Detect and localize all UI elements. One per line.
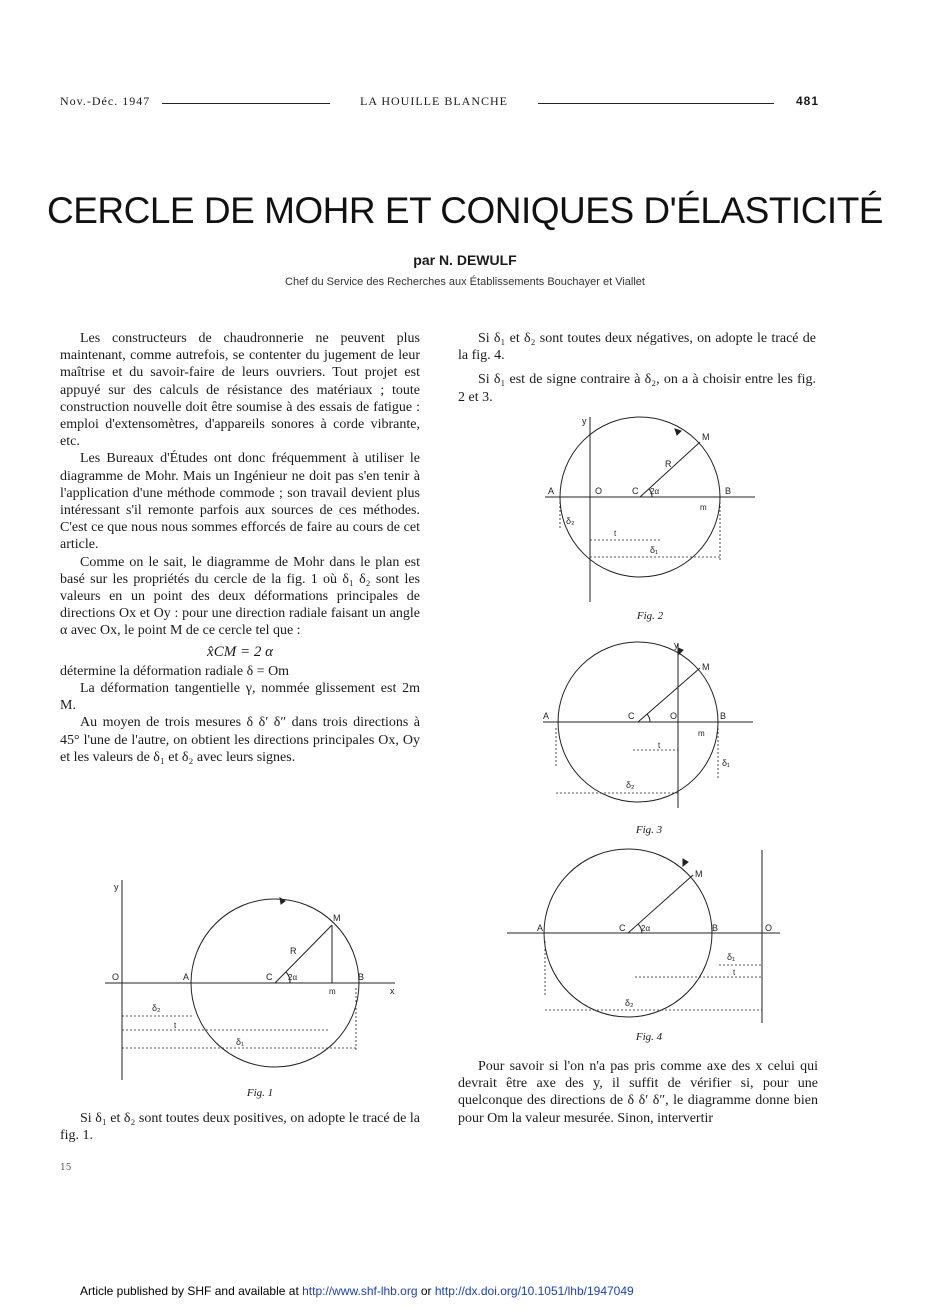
fig4-label-t: t	[733, 968, 736, 977]
fig3-label-a: A	[543, 711, 550, 721]
fig4-label-delta1: δ₁	[727, 952, 736, 962]
fig4-label-o: O	[765, 923, 773, 933]
fig3-label-t: t	[658, 741, 661, 750]
fig1-label-c: C	[266, 972, 273, 982]
running-header-journal: LA HOUILLE BLANCHE	[360, 94, 508, 108]
fig1-label-x: x	[390, 986, 395, 996]
fig1-label-r: R	[290, 946, 297, 956]
fig3-label-m-small: m	[698, 729, 705, 738]
fig1-label-t: t	[174, 1021, 177, 1030]
article-byline: par N. DEWULF	[413, 252, 517, 268]
paragraph: Au moyen de trois mesures δ δ′ δ″ dans trois directions à 45° l'une de l'autre, on obtient les directions principales Ox, Oy et les valeurs de δ₁ et δ₂ avec leurs signes.	[60, 715, 420, 765]
fig3-label-b: B	[720, 711, 727, 721]
footer	[80, 1284, 634, 1298]
paragraph: Si δ₁ et δ₂ sont toutes deux négatives, on adopte le tracé de la fig. 4.	[458, 331, 816, 364]
figure-3	[538, 638, 760, 818]
fig3-label-y: y	[674, 640, 679, 650]
figure-4	[505, 845, 785, 1025]
paragraph: Les Bureaux d'Études ont donc fréquemment à utiliser le diagramme de Mohr. Mais un Ingénieur ne doit pas s'en tenir à l'application d'une méthode commode ; son travail devient plus intéressant s'il remonte parfois aux sources de ces méthodes. C'est ce que nous nous sommes efforcés de faire au cours de cet article.	[60, 451, 420, 553]
paragraph: La déformation tangentielle γ, nommée glissement est 2m M.	[60, 681, 420, 714]
margin-mark: 15	[60, 1163, 72, 1173]
page-number: 481	[796, 94, 820, 108]
fig2-label-angle: 2α	[650, 487, 660, 496]
fig2-label-b: B	[725, 486, 732, 496]
right-column-bottom	[458, 1058, 818, 1127]
fig4-label-angle: 2α	[641, 924, 651, 933]
fig1-label-delta1: δ₁	[236, 1037, 245, 1047]
fig4-label-a: A	[537, 923, 544, 933]
fig1-label-delta2: δ₂	[152, 1003, 161, 1013]
paragraph: Les constructeurs de chaudronnerie ne peuvent plus maintenant, comme autrefois, se contenter du jugement de leur maîtrise et du savoir-faire de leurs ouvriers. Tout projet est appuyé sur des calculs de résistance des matériaux ; toute construction nouvelle doit être soumise à des essais de fatigue : emploi d'extensomètres, d'appareils sonores à corde vibrante, etc.	[60, 331, 420, 450]
footer-link-doi[interactable]: http://dx.doi.org/10.1051/lhb/1947049	[434, 1284, 634, 1298]
paragraph: Comme on le sait, le diagramme de Mohr dans le plan est basé sur les propriétés du cercle de la fig. 1 où δ₁ δ₂ sont les valeurs en un point des deux déformations principales de directions Ox et Oy : pour une direction radiale faisant un angle α avec Ox, le point M de ce cercle tel que :	[60, 554, 420, 639]
fig4-label-b: B	[712, 923, 719, 933]
fig3-label-o: O	[670, 711, 678, 721]
article-title: CERCLE DE MOHR ET CONIQUES D'ÉLASTICITÉ	[47, 190, 883, 231]
fig2-label-r: R	[665, 459, 672, 469]
fig2-caption: Fig. 2	[636, 610, 664, 622]
fig3-caption: Fig. 3	[635, 824, 663, 836]
fig1-label-angle: 2α	[288, 973, 298, 982]
footer-prefix: Article published by SHF and available at	[80, 1284, 303, 1298]
left-column-end	[60, 1110, 420, 1144]
right-column-top	[458, 330, 816, 406]
paragraph: Si δ₁ et δ₂ sont toutes deux positives, on adopte le tracé de la fig. 1.	[60, 1111, 420, 1144]
fig2-label-y: y	[582, 416, 587, 426]
fig4-label-delta2: δ₂	[625, 998, 634, 1008]
fig1-label-m: M	[333, 913, 341, 923]
fig2-label-m: M	[702, 432, 710, 442]
fig1-caption: Fig. 1	[246, 1087, 274, 1099]
fig3-label-delta2: δ₂	[626, 780, 635, 790]
figure-1	[100, 870, 420, 1085]
paragraph: détermine la déformation radiale δ = Om	[60, 663, 290, 679]
fig2-label-m-small: m	[700, 503, 707, 512]
fig2-label-t: t	[614, 529, 617, 538]
fig1-label-o: O	[112, 972, 120, 982]
fig3-label-m: M	[702, 662, 710, 672]
fig4-label-m: M	[695, 869, 703, 879]
fig1-label-m-small: m	[329, 987, 336, 996]
fig2-label-delta1: δ₁	[650, 545, 659, 555]
figure-2	[540, 412, 760, 612]
paragraph: Pour savoir si l'on n'a pas pris comme axe des x celui qui devrait être axe des y, il suffit de vérifier si, pour une quelconque des directions de δ δ′ δ″, le diagramme donne bien pour Om la valeur mesurée. Sinon, intervertir	[458, 1059, 818, 1126]
article-affiliation: Chef du Service des Recherches aux Établissements Bouchayer et Viallet	[285, 276, 645, 288]
fig1-label-b: B	[358, 972, 365, 982]
footer-mid: or	[417, 1284, 435, 1298]
fig3-label-delta1: δ₁	[722, 758, 731, 768]
fig1-label-a: A	[183, 972, 190, 982]
left-column	[60, 330, 420, 766]
header-rule-left	[162, 103, 330, 104]
fig1-label-y: y	[114, 882, 119, 892]
fig4-label-c: C	[619, 923, 626, 933]
formula: x̂CM = 2 α	[207, 643, 273, 660]
header-rule-right	[538, 103, 774, 104]
fig4-caption: Fig. 4	[635, 1031, 663, 1043]
running-header-date: Nov.-Déc. 1947	[60, 94, 151, 108]
footer-link-shf[interactable]: http://www.shf-lhb.org	[302, 1284, 418, 1298]
fig3-label-c: C	[628, 711, 635, 721]
fig2-label-a: A	[548, 486, 555, 496]
fig2-label-delta2: δ₂	[566, 516, 575, 526]
paragraph: Si δ₁ est de signe contraire à δ₂, on a à choisir entre les fig. 2 et 3.	[458, 372, 816, 405]
fig2-label-o: O	[595, 486, 603, 496]
fig2-label-c: C	[632, 486, 639, 496]
